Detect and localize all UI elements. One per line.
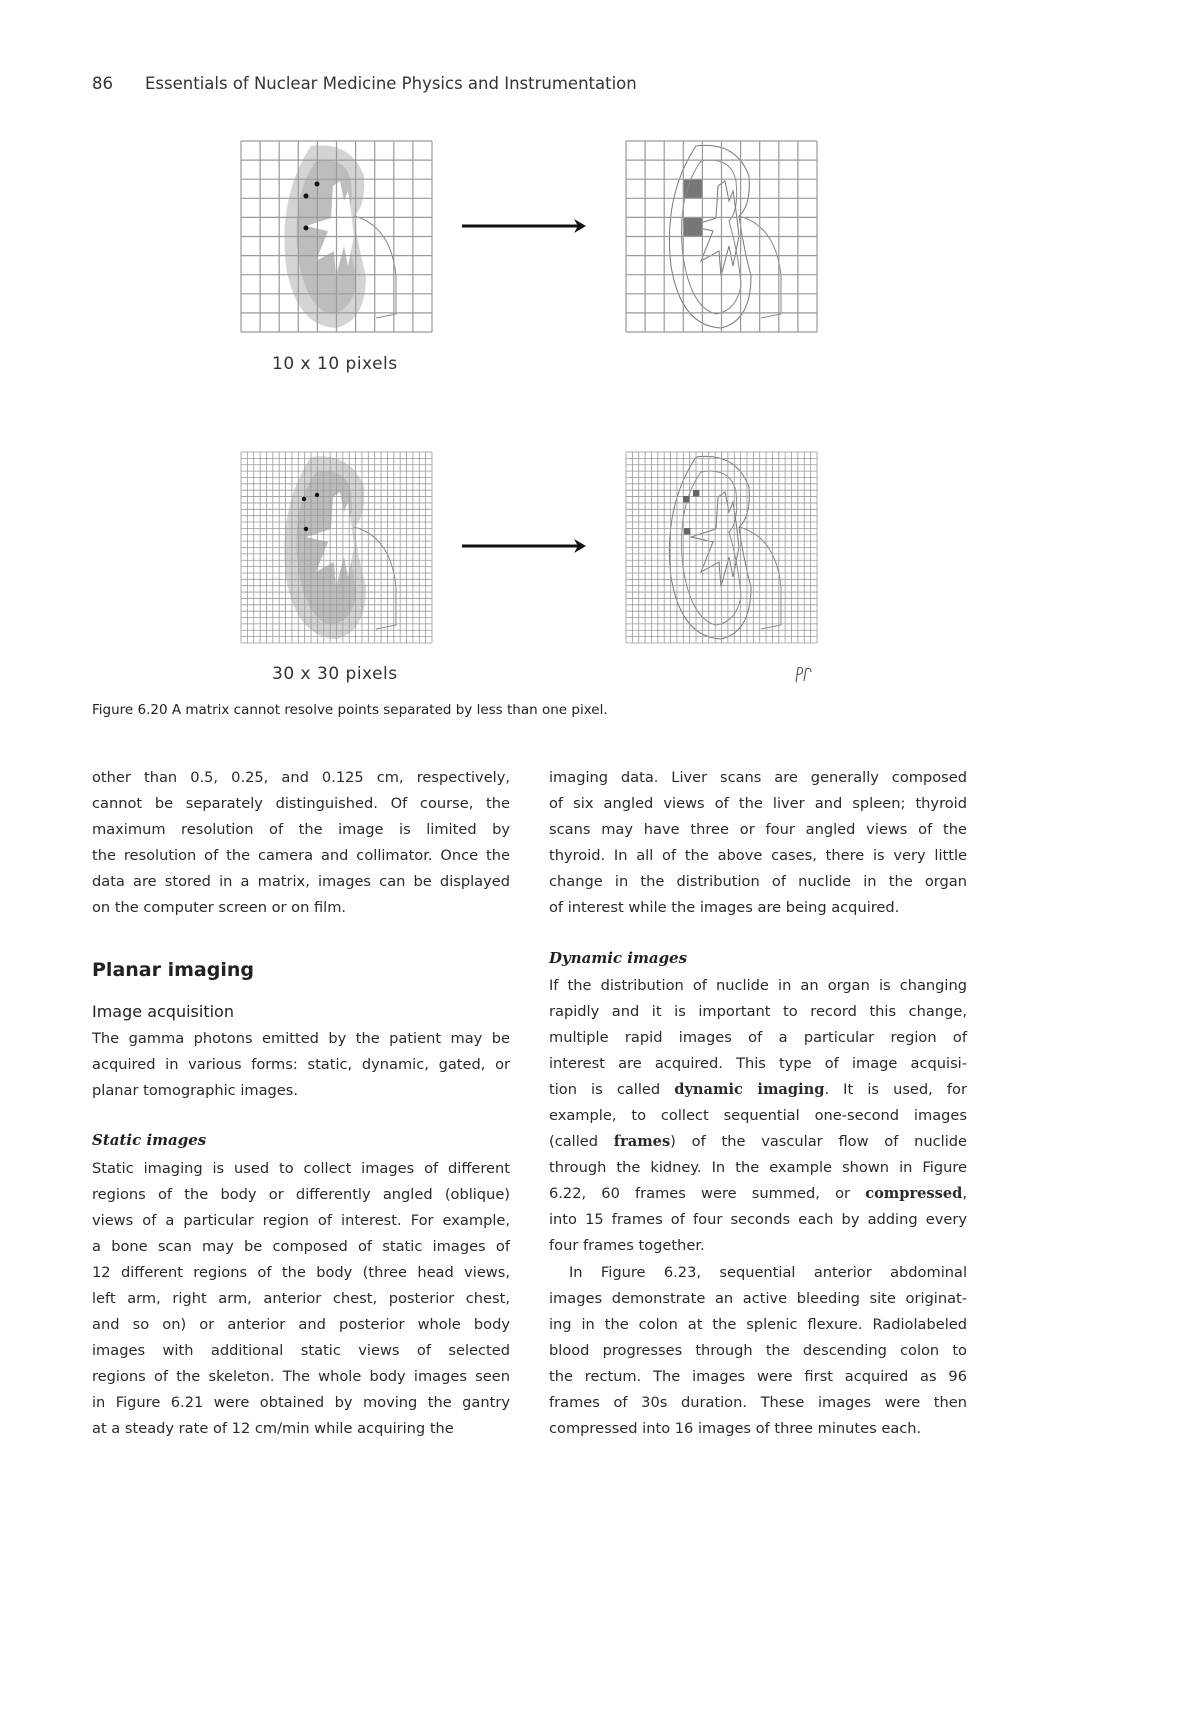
text-line: ing in the colon at the splenic flexure. Radiolabeled	[549, 1316, 967, 1333]
text-line: four frames together.	[549, 1237, 705, 1254]
text-line: scans may have three or four angled views of the	[549, 821, 967, 838]
arrow-right-icon	[460, 536, 590, 556]
point-source-dot	[315, 493, 319, 497]
text-line: multiple rapid images of a particular region of	[549, 1029, 967, 1046]
arrow-right-icon	[460, 216, 590, 236]
point-source-dot	[304, 527, 308, 531]
point-source-dot	[302, 497, 306, 501]
text-line: blood progresses through the descending colon to	[549, 1342, 967, 1359]
text-line: cannot be separately distinguished. Of course, the	[92, 795, 510, 812]
grid-label-10x10: 10 x 10 pixels	[272, 354, 398, 374]
text-line: interest are acquired. This type of image acquisi-	[549, 1055, 967, 1072]
text-line: (called frames) of the vascular flow of nuclide	[549, 1133, 967, 1150]
text-line: acquired in various forms: static, dynamic, gated, or	[92, 1056, 510, 1073]
text-line: regions of the body or differently angled (oblique)	[92, 1186, 510, 1203]
text-line: on the computer screen or on film.	[92, 899, 347, 916]
text-line: images with additional static views of selected	[92, 1342, 510, 1359]
resolved-pixel	[693, 490, 699, 496]
text-line: data are stored in a matrix, images can be displayed	[92, 873, 510, 890]
text-line: a bone scan may be composed of static images of	[92, 1238, 510, 1255]
left-para-3	[92, 1156, 510, 1442]
kidney-grid-10x10	[236, 136, 436, 336]
point-source-dot	[304, 226, 309, 231]
text-line: in Figure 6.21 were obtained by moving the gantry	[92, 1394, 510, 1411]
text-line: 12 different regions of the body (three head views,	[92, 1264, 510, 1281]
page-number: 86	[92, 74, 113, 93]
text-line: left arm, right arm, anterior chest, posterior chest,	[92, 1290, 510, 1307]
left-para-2	[92, 1026, 510, 1104]
dynamic-images-heading: Dynamic images	[549, 949, 688, 967]
left-para-1	[92, 765, 510, 921]
text-line: and so on) or anterior and posterior whole body	[92, 1316, 510, 1333]
text-line: planar tomographic images.	[92, 1082, 299, 1099]
kidney-outline-grid-10x10	[621, 136, 821, 336]
right-para-2	[549, 973, 967, 1259]
text-line: imaging data. Liver scans are generally composed	[549, 769, 967, 786]
bold-term: compressed	[865, 1185, 963, 1202]
running-title: Essentials of Nuclear Medicine Physics and Instrumentation	[145, 74, 637, 93]
text-line: into 15 frames of four seconds each by adding every	[549, 1211, 967, 1228]
text-line: the resolution of the camera and collimator. Once the	[92, 847, 510, 864]
text-line: maximum resolution of the image is limited by	[92, 821, 510, 838]
resolved-pixel	[683, 496, 689, 502]
point-source-dot	[304, 194, 309, 199]
static-images-heading: Static images	[92, 1131, 207, 1149]
kidney-grid-30x30	[236, 447, 436, 647]
text-line: the rectum. The images were first acquired as 96	[549, 1368, 967, 1385]
text-line: of interest while the images are being acquired.	[549, 899, 900, 916]
bold-term: dynamic imaging	[674, 1081, 825, 1098]
resolved-pixel	[683, 179, 702, 198]
artist-signature	[792, 664, 816, 684]
text-line: 6.22, 60 frames were summed, or compressed,	[549, 1185, 967, 1202]
point-source-dot	[315, 182, 320, 187]
text-line: of six angled views of the liver and spleen; thyroid	[549, 795, 967, 812]
text-line: compressed into 16 images of three minutes each.	[549, 1420, 922, 1437]
text-line: Static imaging is used to collect images of different	[92, 1160, 510, 1177]
text-line: regions of the skeleton. The whole body images seen	[92, 1368, 510, 1385]
resolved-pixel	[684, 528, 690, 534]
text-line: views of a particular region of interest. For example,	[92, 1212, 510, 1229]
subsection-heading: Image acquisition	[92, 1002, 234, 1021]
right-para-1	[549, 765, 967, 921]
text-line: images demonstrate an active bleeding site originat-	[549, 1290, 967, 1307]
text-line: tion is called dynamic imaging. It is used, for	[549, 1081, 967, 1098]
text-line: example, to collect sequential one-second images	[549, 1107, 967, 1124]
figure-caption: Figure 6.20 A matrix cannot resolve points separated by less than one pixel.	[92, 702, 608, 718]
kidney-outline-grid-30x30	[621, 447, 821, 647]
text-line: In Figure 6.23, sequential anterior abdominal	[569, 1264, 967, 1281]
text-line: at a steady rate of 12 cm/min while acquiring the	[92, 1420, 454, 1437]
text-line: rapidly and it is important to record this change,	[549, 1003, 967, 1020]
medulla-outline	[681, 471, 741, 625]
text-line: If the distribution of nuclide in an organ is changing	[549, 977, 967, 994]
right-para-3	[549, 1260, 967, 1442]
text-line: other than 0.5, 0.25, and 0.125 cm, respectively,	[92, 769, 510, 786]
grid-label-30x30: 30 x 30 pixels	[272, 664, 398, 684]
text-line: frames of 30s duration. These images were then	[549, 1394, 967, 1411]
bold-term: frames	[613, 1133, 671, 1150]
text-line: The gamma photons emitted by the patient may be	[92, 1030, 510, 1047]
resolved-pixel	[683, 217, 702, 236]
text-line: thyroid. In all of the above cases, there is very little	[549, 847, 967, 864]
text-line: through the kidney. In the example shown in Figure	[549, 1159, 967, 1176]
section-heading: Planar imaging	[92, 959, 254, 981]
text-line: change in the distribution of nuclide in the organ	[549, 873, 967, 890]
